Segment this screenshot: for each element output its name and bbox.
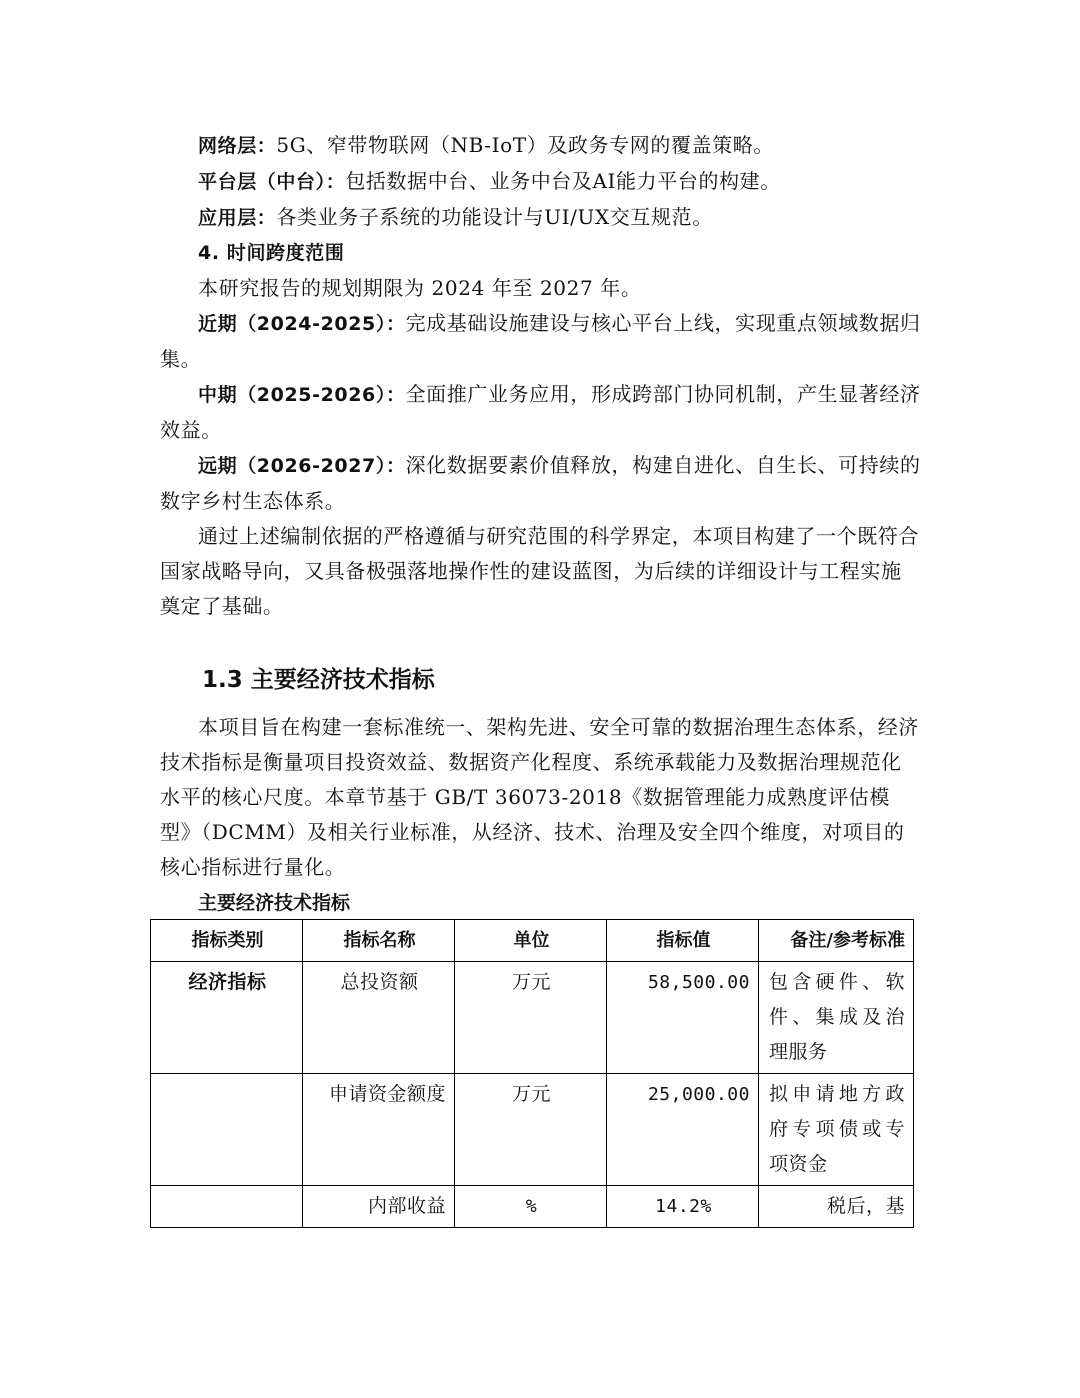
- conclusion-paragraph: 通过上述编制依据的严格遵循与研究范围的科学界定，本项目构建了一个既符合国家战略导向，又具备极强落地操作性的建设蓝图，为后续的详细设计与工程实施奠定了基础。: [160, 524, 919, 618]
- table-row: [151, 1074, 914, 1186]
- cell-name: 总投资额: [303, 962, 455, 1074]
- table-row: [151, 1186, 914, 1228]
- cell-note: 包含硬件、软件、集成及治理服务: [759, 962, 914, 1074]
- header-category: 指标类别: [151, 920, 303, 962]
- header-note: 备注/参考标准: [759, 920, 914, 962]
- time-intro: 本研究报告的规划期限为 2024 年至 2027 年。: [198, 276, 642, 300]
- table-header-row: [151, 920, 914, 962]
- indicators-table: [150, 919, 914, 1228]
- section-title: 1.3 主要经济技术指标: [202, 667, 435, 693]
- time-heading: 4. 时间跨度范围: [198, 242, 345, 264]
- cell-category: [151, 1186, 303, 1228]
- phase-near: 近期（2024-2025）：完成基础设施建设与核心平台上线，实现重点领域数据归集。: [160, 311, 921, 371]
- layer-application: 应用层：各类业务子系统的功能设计与UI/UX交互规范。: [198, 205, 713, 229]
- cell-value: 14.2%: [607, 1186, 759, 1228]
- header-name: 指标名称: [303, 920, 455, 962]
- layer-network: 网络层：5G、窄带物联网（NB-IoT）及政务专网的覆盖策略。: [198, 133, 774, 157]
- scope-section: [160, 128, 921, 624]
- layer-platform: 平台层（中台）：包括数据中台、业务中台及AI能力平台的构建。: [198, 169, 781, 193]
- cell-note: 拟申请地方政府专项债或专项资金: [759, 1074, 914, 1186]
- cell-category: [151, 1074, 303, 1186]
- cell-note: 税后，基: [759, 1186, 914, 1228]
- cell-name: 申请资金额度: [303, 1074, 455, 1186]
- cell-value: 58,500.00: [607, 962, 759, 1074]
- section-intro: 本项目旨在构建一套标准统一、架构先进、安全可靠的数据治理生态体系，经济技术指标是衡量项目投资效益、数据资产化程度、系统承载能力及数据治理规范化水平的核心尺度。本章节基于 GB/T 36073-2018《数据管理能力成熟度评估模型》（DCMM）及相关行业标准，从经济、技术、治理及安全四个维度，对项目的核心指标进行量化。: [160, 715, 919, 879]
- cell-category: 经济指标: [151, 962, 303, 1074]
- header-unit: 单位: [455, 920, 607, 962]
- cell-name: 内部收益: [303, 1186, 455, 1228]
- phase-far: 远期（2026-2027）：深化数据要素价值释放，构建自进化、自生长、可持续的数字乡村生态体系。: [160, 453, 921, 513]
- cell-unit: %: [455, 1186, 607, 1228]
- cell-unit: 万元: [455, 1074, 607, 1186]
- header-value: 指标值: [607, 920, 759, 962]
- phase-mid: 中期（2025-2026）：全面推广业务应用，形成跨部门协同机制，产生显著经济效益。: [160, 382, 921, 442]
- cell-value: 25,000.00: [607, 1074, 759, 1186]
- table-caption: 主要经济技术指标: [198, 892, 351, 914]
- section-intro-block: [160, 710, 921, 885]
- table-row: [151, 962, 914, 1074]
- cell-unit: 万元: [455, 962, 607, 1074]
